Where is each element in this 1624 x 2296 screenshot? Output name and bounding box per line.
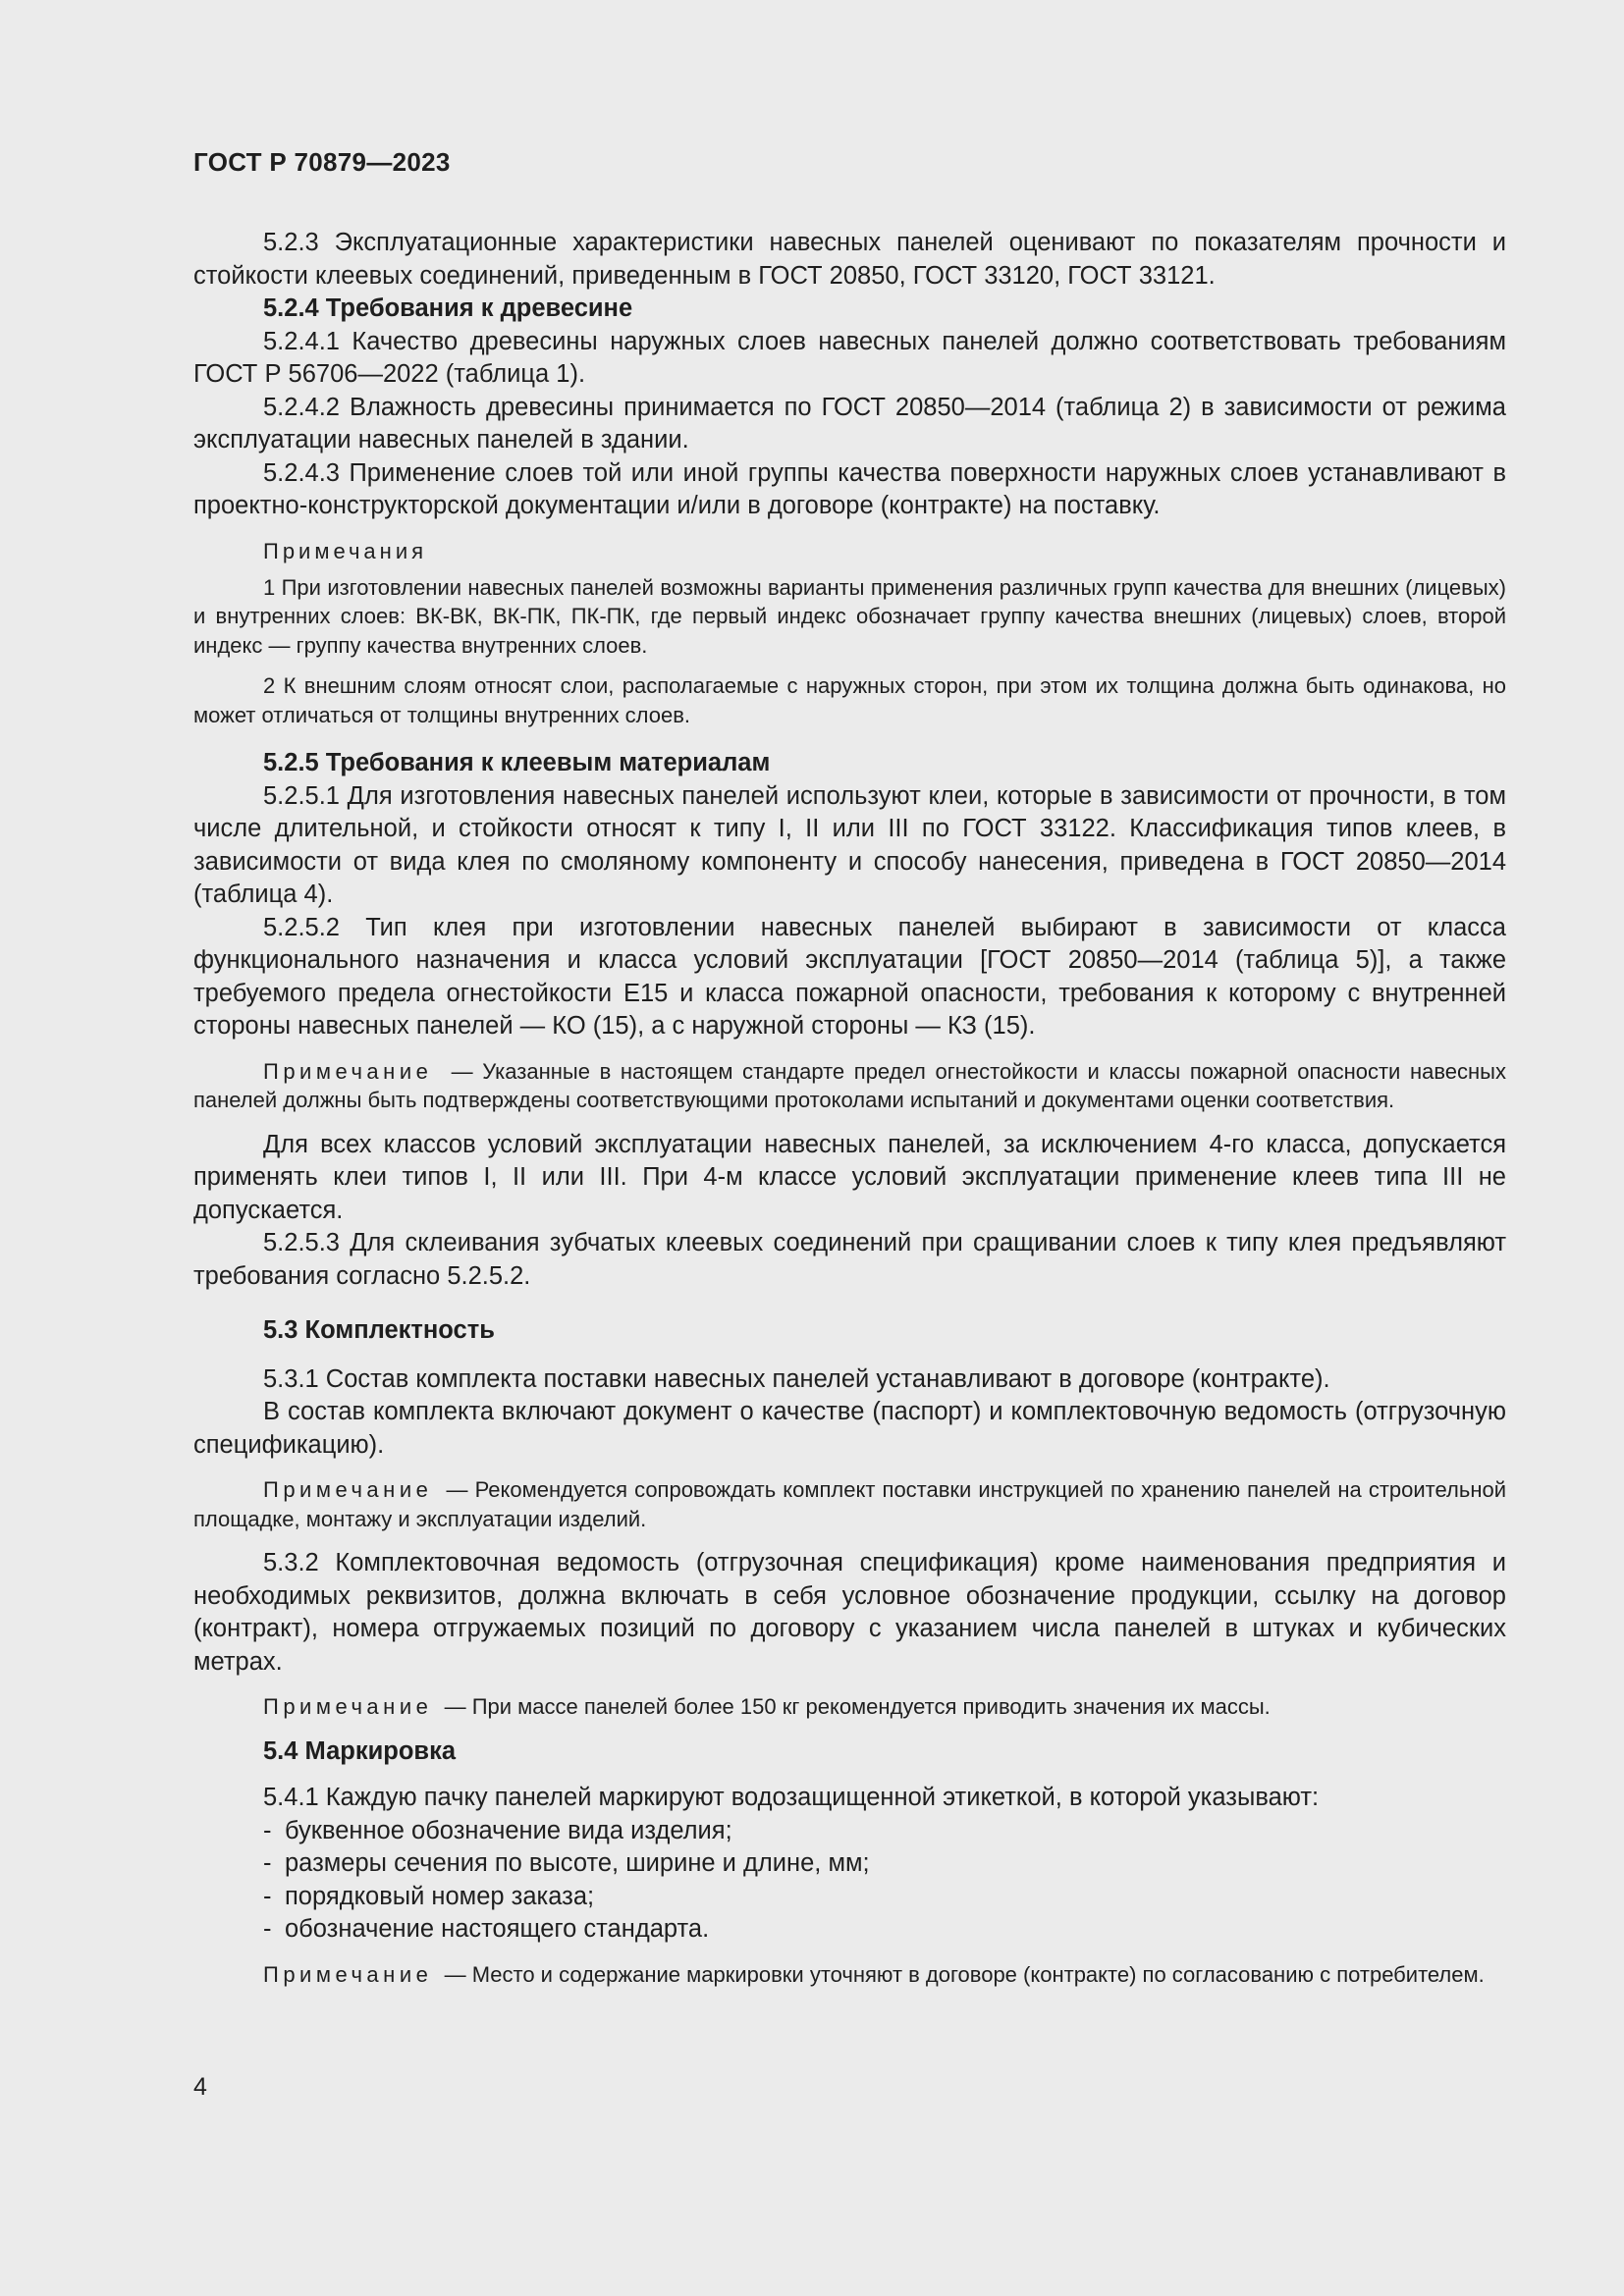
paragraph-5-2-5-1: 5.2.5.1 Для изготовления навесных панелей используют клеи, которые в зависимости от прочности, в том числе длительной, и стойкости относят к типу I, II или III по ГОСТ 33122. Классификация типов клеев, в зависимости от вида клея по смоляному компоненту и способу нанесения, приведена в ГОСТ 20850—2014 (таблица 4). [193,781,1506,908]
list-item: - порядковый номер заказа; [263,1882,595,1910]
paragraph-all-classes: Для всех классов условий эксплуатации навесных панелей, за исключением 4-го класса, допускается применять клеи типов I, II или III. При 4-м классе условий эксплуатации применение клеев типа III не допускается. [193,1130,1506,1224]
note-label: Примечание [263,1694,433,1719]
list-item: - обозначение настоящего стандарта. [263,1915,710,1943]
note-text: — При массе панелей более 150 кг рекомендуется приводить значения их массы. [444,1694,1271,1719]
note-label: Примечание [263,1058,433,1084]
paragraph-5-2-5-2: 5.2.5.2 Тип клея при изготовлении навесных панелей выбирают в зависимости от класса функционального назначения и класса условий эксплуатации [ГОСТ 20850—2014 (таблица 5)], а также требуемого предела огнестойкости Е15 и класса пожарной опасности, требования к которому с внутренней стороны навесных панелей — КО (15), а с наружной стороны — КЗ (15). [193,913,1506,1040]
note-1: 1 При изготовлении навесных панелей возможны варианты применения различных групп качества для внешних (лицевых) и внутренних слоев: ВК-ВК, ВК-ПК, ПК-ПК, где первый индекс обозначает группу качества внешних (лицевых) слоев, второй индекс — группу качества внутренних слоев. [193,574,1506,658]
paragraph-5-3-1-contents: В состав комплекта включают документ о качестве (паспорт) и комплектовочную ведомость (отгрузочную спецификацию). [193,1398,1506,1459]
document-number-header: ГОСТ Р 70879—2023 [193,147,451,177]
note-fire-resistance [193,1057,1506,1115]
paragraph-5-2-5-3: 5.2.5.3 Для склеивания зубчатых клеевых соединений при сращивании слоев к типу клея предъявляют требования согласно 5.2.5.2. [193,1229,1506,1290]
note-label: Примечание [263,1477,433,1502]
note-text: — Указанные в настоящем стандарте предел огнестойкости и классы пожарной опасности навесных панелей должны быть подтверждены соответствующими протоколами испытаний и документами оценки соответствия. [193,1058,1506,1112]
section-heading-5-2-5: 5.2.5 Требования к клеевым материалам [263,749,771,776]
section-heading-5-4: 5.4 Маркировка [263,1736,457,1765]
paragraph-5-2-4-3: 5.2.4.3 Применение слоев той или иной группы качества поверхности наружных слоев устанавливают в проектно-конструкторской документации и/или в договоре (контракте) на поставку. [193,458,1506,519]
note-text: — Рекомендуется сопровождать комплект поставки инструкцией по хранению панелей на строительной площадке, монтажу и эксплуатации изделий. [193,1477,1506,1531]
paragraph-5-2-4-2: 5.2.4.2 Влажность древесины принимается по ГОСТ 20850—2014 (таблица 2) в зависимости от режима эксплуатации навесных панелей в здании. [193,393,1506,454]
list-item: - размеры сечения по высоте, ширине и длине, мм; [263,1849,870,1877]
note-text: — Место и содержание маркировки уточняют в договоре (контракте) по согласованию с потребителем. [444,1961,1485,1987]
paragraph-5-2-3: 5.2.3 Эксплуатационные характеристики навесных панелей оценивают по показателям прочности и стойкости клеевых соединений, приведенным в ГОСТ 20850, ГОСТ 33120, ГОСТ 33121. [193,229,1506,290]
document-page [193,147,1506,2002]
note-delivery-instructions [193,1475,1506,1533]
paragraph-5-2-4-1: 5.2.4.1 Качество древесины наружных слоев навесных панелей должно соответствовать требованиям ГОСТ Р 56706—2022 (таблица 1). [193,327,1506,388]
note-panel-mass [193,1692,1506,1722]
section-heading-5-3: 5.3 Комплектность [263,1316,495,1344]
page-number: 4 [193,2073,207,2101]
paragraph-5-3-1: 5.3.1 Состав комплекта поставки навесных панелей устанавливают в договоре (контракте). [263,1364,1330,1393]
marking-list [193,1815,1506,1947]
note-2: 2 К внешним слоям относят слои, располагаемые с наружных сторон, при этом их толщина должна быть одинакова, но может отличаться от толщины внутренних слоев. [193,673,1506,727]
paragraph-5-3-2: 5.3.2 Комплектовочная ведомость (отгрузочная спецификация) кроме наименования предприятия и необходимых реквизитов, должна включать в себя условное обозначение продукции, ссылку на договор (контракт), номера отгружаемых позиций по договору с указанием числа панелей в штуках и кубических метрах. [193,1549,1506,1676]
note-label: Примечание [263,1961,433,1987]
paragraph-5-4-1: 5.4.1 Каждую пачку панелей маркируют водозащищенной этикеткой, в которой указывают: [263,1784,1320,1811]
note-marking [193,1960,1506,1990]
notes-title: Примечания [263,538,428,563]
section-heading-5-2-4: 5.2.4 Требования к древесине [263,294,633,322]
list-item: - буквенное обозначение вида изделия; [263,1816,732,1844]
